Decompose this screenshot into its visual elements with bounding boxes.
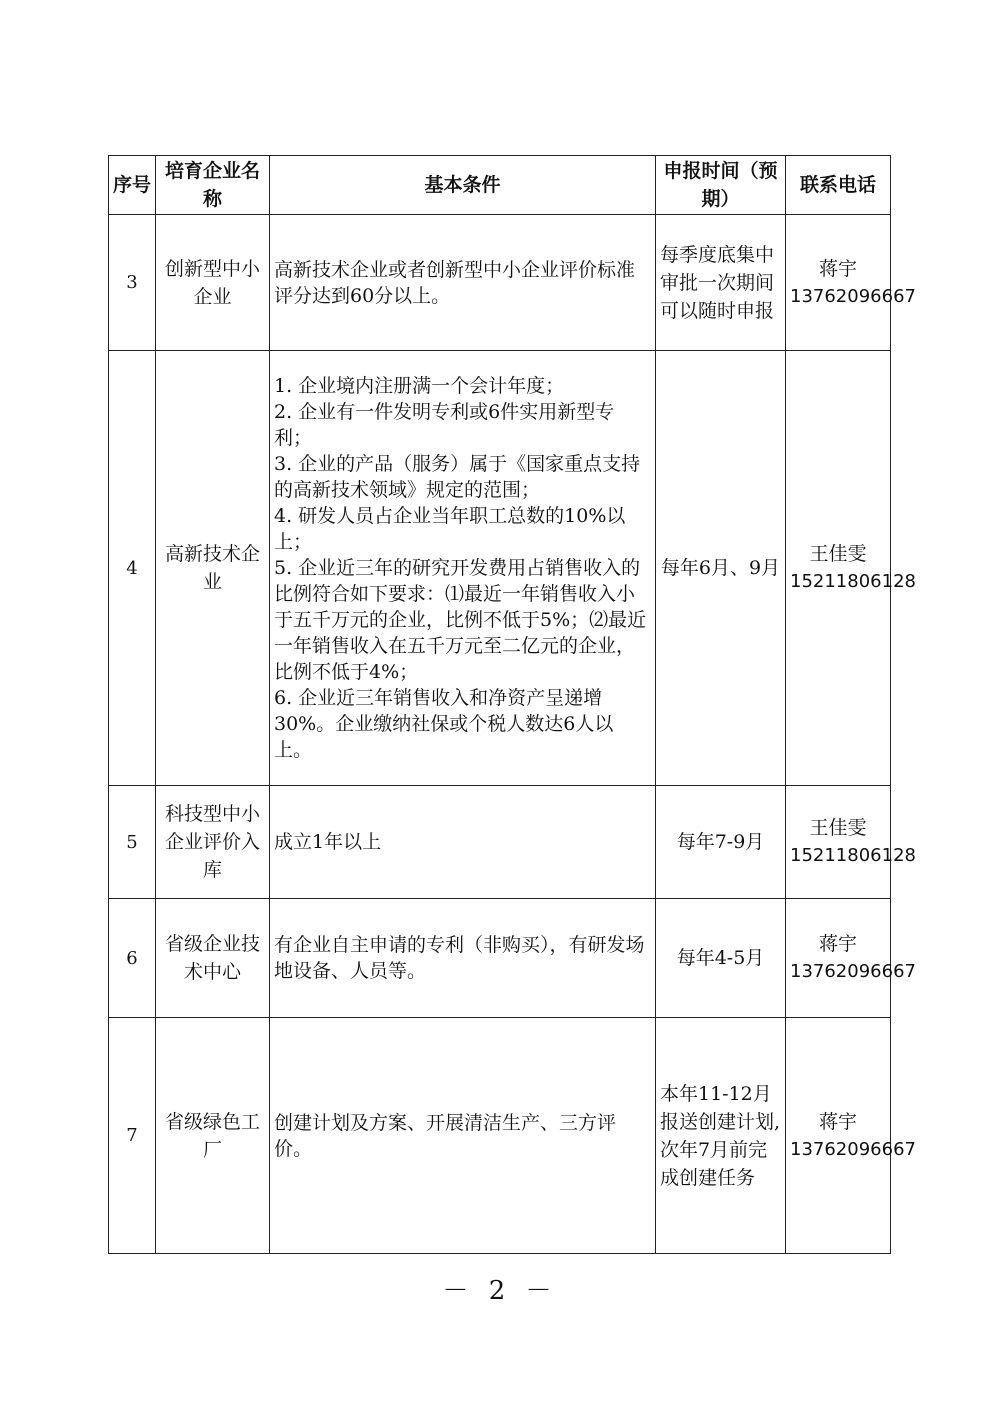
condition-line: 3. 企业的产品（服务）属于《国家重点支持的高新技术领域》规定的范围； (274, 453, 641, 501)
row-time: 每年6月、9月 (656, 351, 786, 786)
header-name: 培育企业名称 (156, 156, 270, 215)
table-row (109, 215, 891, 351)
table-row (109, 1018, 891, 1254)
row-time: 每年4-5月 (656, 899, 786, 1018)
row-time: 每年7-9月 (656, 786, 786, 899)
page-number: － 2 － (442, 1276, 558, 1306)
header-no: 序号 (109, 156, 156, 215)
contact-phone: 15211806128 (790, 571, 916, 592)
contact-name: 王佳雯 (809, 543, 867, 565)
row-conditions (270, 899, 656, 1018)
row-contact (786, 1018, 916, 1254)
contact-phone: 13762096667 (790, 1138, 916, 1160)
row-time: 每季度底集中审批一次期间可以随时申报 (656, 215, 786, 351)
header-contact: 联系电话 (786, 156, 891, 215)
row-contact (786, 786, 916, 899)
contact-phone: 13762096667 (790, 285, 916, 307)
contact-name: 蒋宇 (818, 933, 857, 955)
header-time: 申报时间（预期） (656, 156, 786, 215)
row-conditions (270, 351, 656, 786)
table-row (109, 786, 891, 899)
condition-line: 5. 企业近三年的研究开发费用占销售收入的比例符合如下要求：⑴最近一年销售收入小于五千万元的企业，比例不低于5%；⑵最近一年销售收入在五千万元至二亿元的企业，比例不低于4%； (274, 557, 647, 683)
table-header-row (109, 156, 891, 215)
row-contact (786, 351, 916, 786)
row-name: 省级企业技术中心 (156, 899, 270, 1018)
row-contact (786, 899, 916, 1018)
enterprise-cultivation-table (108, 155, 916, 1254)
row-no: 4 (109, 351, 156, 786)
header-conditions: 基本条件 (270, 156, 656, 215)
enterprise-cultivation-table-container (108, 155, 916, 1254)
row-no: 7 (109, 1018, 156, 1254)
row-no: 5 (109, 786, 156, 899)
condition-line: 6. 企业近三年销售收入和净资产呈递增30%。企业缴纳社保或个税人数达6人以上。 (274, 687, 614, 761)
condition-line: 2. 企业有一件发明专利或6件实用新型专利； (274, 401, 615, 449)
row-name: 科技型中小企业评价入库 (156, 786, 270, 899)
contact-phone: 13762096667 (790, 961, 916, 982)
condition-line: 有企业自主申请的专利（非购买），有研发场地设备、人员等。 (274, 934, 645, 982)
condition-line: 成立1年以上 (274, 831, 382, 853)
row-no: 3 (109, 215, 156, 351)
row-time: 本年11-12月报送创建计划,次年7月前完成创建任务 (656, 1018, 786, 1254)
row-conditions (270, 215, 656, 351)
table-row (109, 351, 891, 786)
row-name: 省级绿色工厂 (156, 1018, 270, 1254)
contact-name: 蒋宇 (818, 1110, 857, 1133)
table-row (109, 899, 891, 1018)
contact-phone: 15211806128 (790, 845, 916, 866)
contact-name: 蒋宇 (818, 257, 857, 280)
condition-line: 1. 企业境内注册满一个会计年度； (274, 375, 565, 397)
contact-name: 王佳雯 (809, 817, 867, 839)
condition-line: 创建计划及方案、开展清洁生产、三方评价。 (274, 1111, 617, 1160)
row-conditions (270, 786, 656, 899)
row-name: 创新型中小企业 (156, 215, 270, 351)
condition-line: 高新技术企业或者创新型中小企业评价标准评分达到60分以上。 (274, 258, 636, 307)
condition-line: 4. 研发人员占企业当年职工总数的10%以上； (274, 505, 626, 553)
row-contact (786, 215, 916, 351)
row-no: 6 (109, 899, 156, 1018)
row-name: 高新技术企业 (156, 351, 270, 786)
row-conditions (270, 1018, 656, 1254)
